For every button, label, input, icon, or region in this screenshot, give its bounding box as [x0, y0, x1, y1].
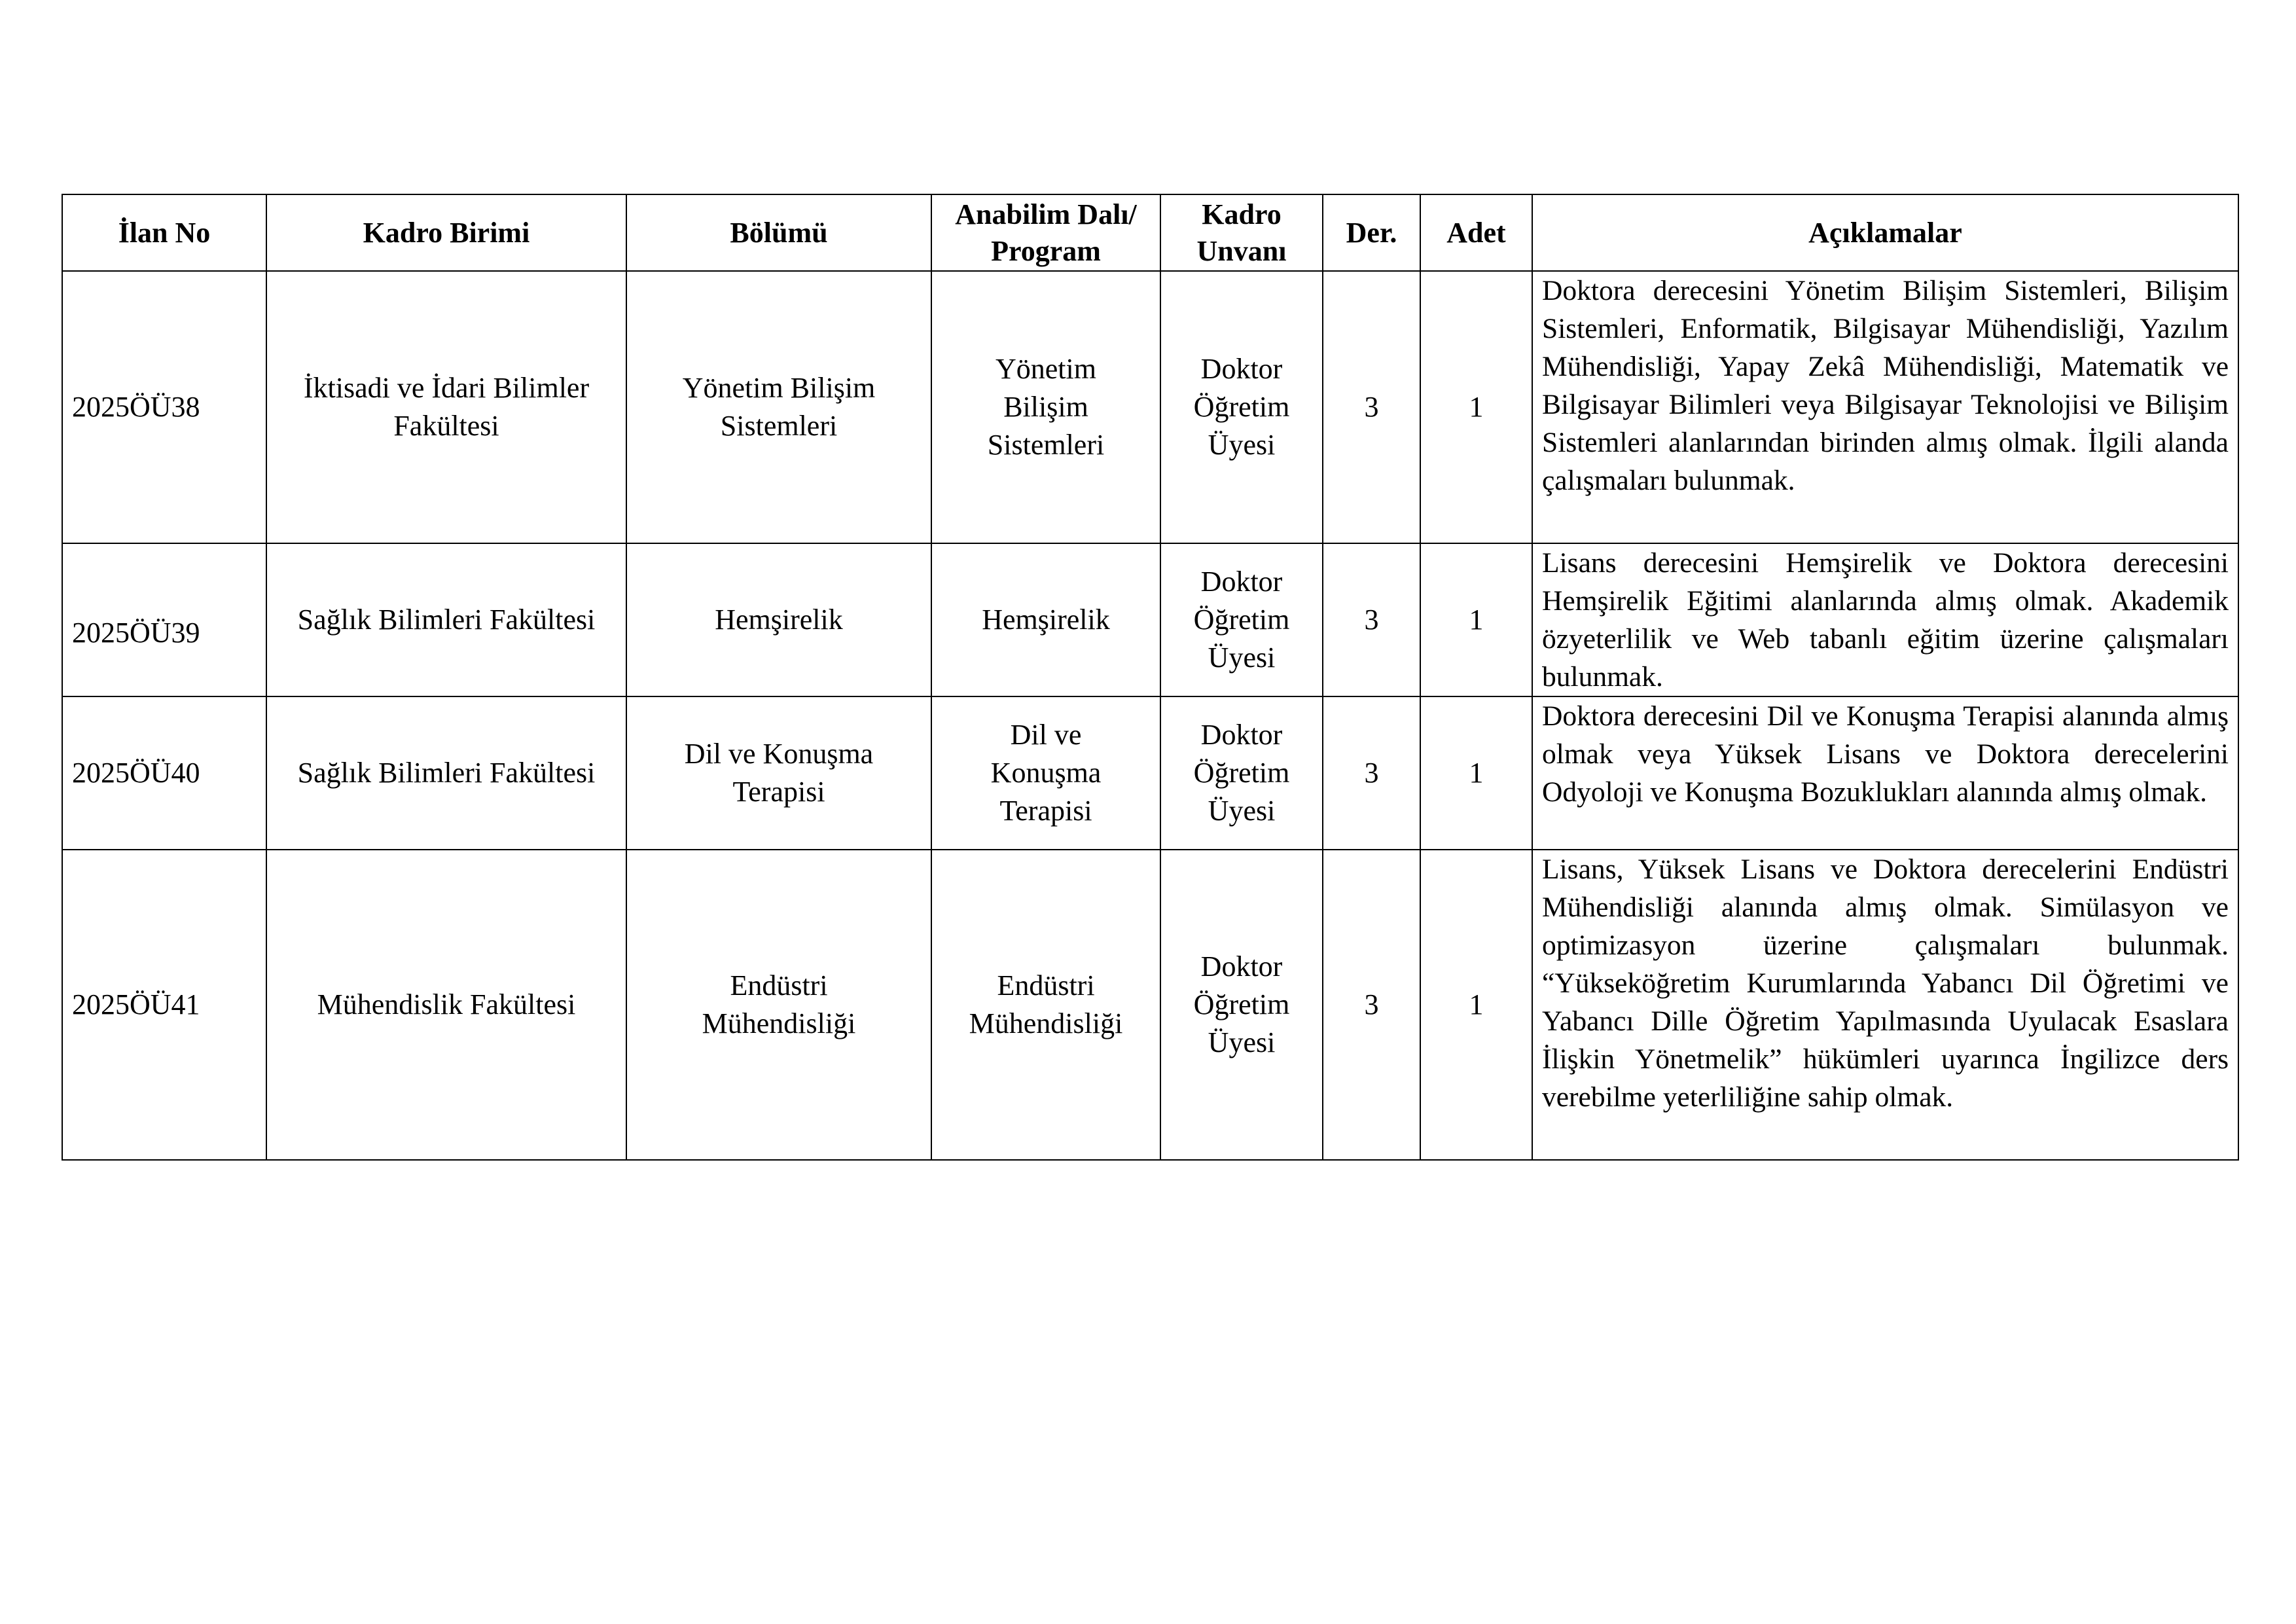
cell-anabilim: Hemşirelik: [931, 543, 1160, 696]
table-row: [62, 543, 2238, 696]
header-ilan-no: İlan No: [62, 194, 266, 271]
unvan-line1: Doktor: [1200, 719, 1283, 751]
cell-adet: 1: [1420, 543, 1532, 696]
cell-bolumu: Hemşirelik: [626, 543, 931, 696]
kadro-birimi-line1: İktisadi ve İdari Bilimler: [303, 372, 590, 404]
unvan-line3: Üyesi: [1208, 641, 1276, 674]
job-postings-table: [62, 194, 2239, 1161]
unvan-line3: Üyesi: [1208, 1026, 1276, 1058]
header-anabilim-line1: Anabilim Dalı/: [955, 198, 1137, 230]
cell-aciklama: Doktora derecesini Dil ve Konuşma Terapisi alanında almış olmak veya Yüksek Lisans ve Doktora derecelerini Odyoloji ve Konuşma Bozuklukları alanında almış olmak.: [1532, 696, 2238, 850]
cell-kadro-birimi: Sağlık Bilimleri Fakültesi: [266, 696, 626, 850]
header-kadro-unvani: [1160, 194, 1323, 271]
cell-der: 3: [1323, 271, 1420, 543]
cell-bolumu: [626, 271, 931, 543]
anabilim-line3: Sistemleri: [987, 429, 1105, 461]
cell-adet: 1: [1420, 696, 1532, 850]
cell-der: 3: [1323, 850, 1420, 1160]
cell-anabilim: [931, 271, 1160, 543]
bolumu-line2: Mühendisliği: [702, 1007, 856, 1039]
header-anabilim-dali: [931, 194, 1160, 271]
cell-ilan-no: 2025ÖÜ41: [62, 850, 266, 1160]
unvan-line2: Öğretim: [1193, 988, 1290, 1020]
cell-ilan-no: 2025ÖÜ38: [62, 271, 266, 543]
header-unvan-line1: Kadro: [1202, 198, 1282, 230]
bolumu-line1: Endüstri: [730, 969, 828, 1001]
cell-adet: 1: [1420, 271, 1532, 543]
cell-anabilim: [931, 850, 1160, 1160]
anabilim-line1: Dil ve: [1010, 719, 1082, 751]
cell-adet: 1: [1420, 850, 1532, 1160]
cell-ilan-no: 2025ÖÜ40: [62, 696, 266, 850]
cell-aciklama: Doktora derecesini Yönetim Bilişim Sistemleri, Bilişim Sistemleri, Enformatik, Bilgisayar Mühendisliği, Yazılım Mühendisliği, Yapay Zekâ Mühendisliği, Matematik ve Bilgisayar Bilimleri veya Bilgisayar Teknolojisi ve Bilişim Sistemleri alanlarından birinden almış olmak. İlgili alanda çalışmaları bulunmak.: [1532, 271, 2238, 543]
cell-der: 3: [1323, 696, 1420, 850]
ilan-no-text: 2025ÖÜ39: [72, 617, 200, 649]
header-aciklamalar: Açıklamalar: [1532, 194, 2238, 271]
cell-kadro-unvani: [1160, 271, 1323, 543]
unvan-line3: Üyesi: [1208, 429, 1276, 461]
cell-ilan-no: [62, 543, 266, 696]
header-der: Der.: [1323, 194, 1420, 271]
table-header-row: [62, 194, 2238, 271]
unvan-line1: Doktor: [1200, 353, 1283, 385]
cell-aciklama: Lisans, Yüksek Lisans ve Doktora derecelerini Endüstri Mühendisliği alanında almış olmak. Simülasyon ve optimizasyon üzerine çalışmaları bulunmak. “Yükseköğretim Kurumlarında Yabancı Dil Öğretimi ve Yabancı Dille Öğretim Yapılmasında Uyulacak Esaslara İlişkin Yönetmelik” hükümleri uyarınca İngilizce ders verebilme yeterliliğine sahip olmak.: [1532, 850, 2238, 1160]
header-adet: Adet: [1420, 194, 1532, 271]
bolumu-line1: Yönetim Bilişim: [682, 372, 876, 404]
anabilim-line3: Terapisi: [999, 795, 1092, 827]
cell-aciklama: Lisans derecesini Hemşirelik ve Doktora derecesini Hemşirelik Eğitimi alanlarında almış olmak. Akademik özyeterlilik ve Web tabanlı eğitim üzerine çalışmaları bulunmak.: [1532, 543, 2238, 696]
anabilim-line1: Endüstri: [997, 969, 1095, 1001]
cell-bolumu: [626, 850, 931, 1160]
header-anabilim-line2: Program: [991, 234, 1101, 267]
unvan-line2: Öğretim: [1193, 391, 1290, 423]
unvan-line1: Doktor: [1200, 950, 1283, 983]
cell-kadro-birimi: Mühendislik Fakültesi: [266, 850, 626, 1160]
cell-kadro-birimi: Sağlık Bilimleri Fakültesi: [266, 543, 626, 696]
bolumu-line1: Dil ve Konuşma: [684, 738, 874, 770]
table-row: [62, 850, 2238, 1160]
table-row: [62, 271, 2238, 543]
anabilim-line2: Konuşma: [990, 757, 1102, 789]
cell-bolumu: [626, 696, 931, 850]
header-kadro-birimi: Kadro Birimi: [266, 194, 626, 271]
cell-kadro-unvani: [1160, 850, 1323, 1160]
cell-der: 3: [1323, 543, 1420, 696]
unvan-line2: Öğretim: [1193, 757, 1290, 789]
cell-anabilim: [931, 696, 1160, 850]
cell-kadro-unvani: [1160, 543, 1323, 696]
anabilim-line2: Bilişim: [1003, 391, 1088, 423]
table-row: [62, 696, 2238, 850]
bolumu-line2: Sistemleri: [720, 410, 838, 442]
cell-kadro-birimi: [266, 271, 626, 543]
unvan-line1: Doktor: [1200, 566, 1283, 598]
header-bolumu: Bölümü: [626, 194, 931, 271]
header-unvan-line2: Unvanı: [1196, 234, 1287, 267]
anabilim-line1: Yönetim: [996, 353, 1096, 385]
unvan-line3: Üyesi: [1208, 795, 1276, 827]
anabilim-line2: Mühendisliği: [969, 1007, 1123, 1039]
kadro-birimi-line2: Fakültesi: [393, 410, 499, 442]
bolumu-line2: Terapisi: [732, 776, 825, 808]
cell-kadro-unvani: [1160, 696, 1323, 850]
unvan-line2: Öğretim: [1193, 604, 1290, 636]
